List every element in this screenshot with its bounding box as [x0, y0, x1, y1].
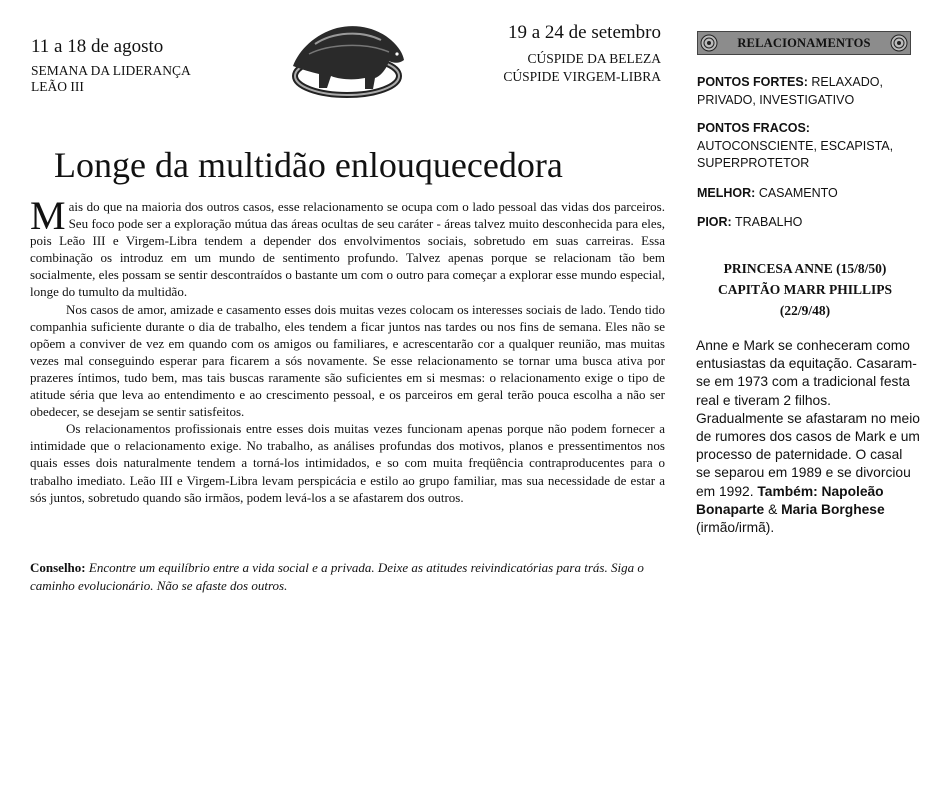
left-sign-info [31, 63, 191, 95]
best-label: MELHOR: [697, 186, 756, 200]
right-cusp-name: CÚSPIDE DA BELEZA [527, 51, 661, 66]
couple-line-2: CAPITÃO MARR PHILLIPS [717, 282, 892, 297]
strong-points [697, 74, 919, 109]
article-body [30, 193, 665, 506]
strong-points-value: RELAXADO, PRIVADO, INVESTIGATIVO [697, 75, 883, 107]
couple-line-3: (22/9/48) [779, 303, 831, 318]
story-text: Anne e Mark se conheceram como entusiastas da equitação. Casaram-se em 1973 com a tradicional festa real e tiveram 2 filhos. Gradualmente se afastaram no meio de rumores dos casos de Mark e um processo de paternidade. O casal se separou em 1989 e se divorciou em 1992. [696, 338, 920, 499]
strong-points-label: PONTOS FORTES: [697, 75, 808, 89]
couple-line-1: PRINCESA ANNE (15/8/50) [723, 261, 887, 276]
left-date-range: 11 a 18 de agosto [31, 36, 164, 57]
worst-area [697, 214, 919, 232]
couple-story [696, 337, 920, 537]
drop-cap: M [30, 193, 66, 238]
paragraph-2: Nos casos de amor, amizade e casamento esses dois muitas vezes colocam os interesses sociais de lado. Tendo tido companhia suficiente durante o dia de trabalho, eles tendem a ficar juntos nas tardes ou nos fins de semana. Eles não se opõem a conviver de vez em quando com os amigos ou familiares, e acrescentarão cor a qualquer reunião, mas muitas vezes mal conseguindo esperar para ficarem a sós novamente. Se esse relacionamento se tornar uma busca ativa por prazeres íntimos, tudo bem, mas tais buscas raramente são suficientes em si mesmas: o relacionamento exige o tipo de atitude séria que leva ao entendimento e ao crescimento pessoal, e os parceiros em geral terão pouca escolha a não ser obedecer, se desejam se sentir satisfeitos. [30, 301, 665, 420]
page-title: Longe da multidão enlouquecedora [54, 145, 563, 185]
worst-label: PIOR: [697, 215, 732, 229]
badger-ring-emblem-icon [285, 14, 407, 100]
right-sign-name: CÚSPIDE VIRGEM-LIBRA [503, 69, 661, 84]
advice [30, 559, 665, 595]
weak-points [697, 120, 919, 173]
best-value: CASAMENTO [758, 186, 838, 200]
advice-label: Conselho: [30, 560, 86, 575]
banner-label: RELACIONAMENTOS [737, 35, 871, 50]
weak-points-label: PONTOS FRACOS: [697, 121, 810, 135]
paragraph-3: Os relacionamentos profissionais entre esses dois muitas vezes funcionam apenas porque não podem fornecer a intimidade que o relacionamento exige. No trabalho, as análises profundas dos motivos, planos e pressentimentos nos quais esses dois naturalmente tendem a torná-los intimidados, e so com muita freqüência contraproducentes para o trabalho imediato. Leão III e Virgem-Libra levam perspicácia e estilo ao grupo familiar, mas sua necessidade de estar a sós juntos, sobretudo quando são irmãos, podem levá-los a se afastarem dos outros. [30, 421, 665, 505]
also-relation: (irmão/irmã). [696, 520, 775, 536]
advice-text: Encontre um equilíbrio entre a vida social e a privada. Deixe as atitudes reivindicatórias para trás. Siga o caminho evolucionário. Não se afaste dos outros. [30, 560, 644, 593]
rosette-right-icon [890, 34, 908, 52]
weak-points-value: AUTOCONSCIENTE, ESCAPISTA, SUPERPROTETOR [697, 138, 894, 170]
relationships-banner [697, 31, 911, 55]
left-week-name: SEMANA DA LIDERANÇA [31, 63, 191, 78]
best-area [697, 185, 919, 203]
also-amp: & [768, 501, 778, 517]
couple-heading [697, 258, 913, 321]
right-sign-info [503, 50, 661, 86]
left-sign-name: LEÃO III [31, 79, 84, 94]
also-label: Também: Napoleão Bonaparte [696, 483, 884, 517]
paragraph-1 [30, 193, 665, 301]
right-date-range: 19 a 24 de setembro [507, 22, 661, 43]
paragraph-1-text: ais do que na maioria dos outros casos, esse relacionamento se ocupa com o lado pessoal das vidas dos parceiros. Seu foco pode ser a exploração mútua das áreas ocultas de seu caráter - áreas talvez muito desconhecida para eles, pois Leão III e Virgem-Libra tendem a depender dos envolvimentos sociais, sobretudo em suas carreiras. Essa combinação os introduz em um mundo de sentimento profundo. Talvez apenas porque se relacionam tão bem socialmente, eles possam se sentir descontraídos o bastante um com o outro para começar a explorar esse mundo especial, longe do tumulto da multidão. [30, 199, 665, 300]
worst-value: TRABALHO [734, 215, 803, 229]
also-name-2: Maria Borghese [781, 501, 885, 517]
rosette-left-icon [700, 34, 718, 52]
